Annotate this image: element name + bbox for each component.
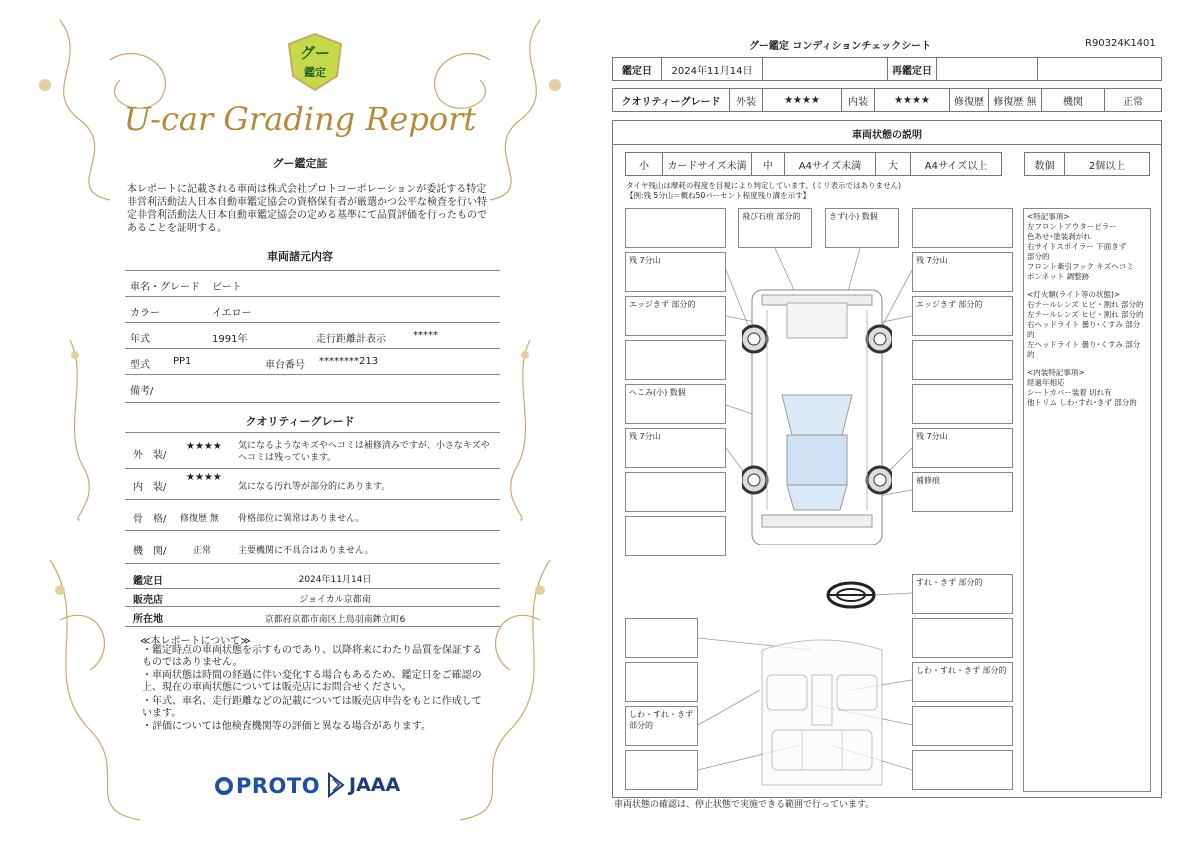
special-4: 部分的 (1027, 252, 1050, 261)
spec-heading: 車両諸元内容 (267, 250, 333, 263)
spec-name-label: 車名・グレード (130, 282, 200, 293)
spec-year-label: 年式 (130, 334, 150, 345)
note-1: ・鑑定時点の車両状態を示すものであり、以降将来にわたり品質を保証するものではありません。 (142, 645, 482, 668)
shop-value: ジョイカル京都南 (299, 595, 371, 605)
box-l-dent: へこみ(小) 数個 (625, 384, 726, 424)
proto-logo-text: PROTO (236, 774, 321, 798)
quality-int-label: 内 装/ (133, 482, 167, 493)
special-6: ボンネット 調整跡 (1027, 272, 1090, 281)
box-r-tire-front: 残 7分山 (912, 252, 1013, 292)
proto-mark-icon (215, 777, 233, 795)
interior-diagram (752, 635, 892, 790)
box-top-3: きず(小) 数個 (825, 208, 899, 248)
quality-ext-text: 気になるようなキズやヘコミは補修済みですが、小さなキズやヘコミは残っています。 (238, 441, 490, 463)
interior-2: シートカバー装着 切れ有 (1027, 388, 1112, 397)
spec-odo-value: ***** (413, 330, 438, 341)
report-title: U-car Grading Report (123, 100, 477, 138)
box-int-r1 (912, 618, 1013, 658)
note-3: ・年式、車名、走行距離などの記載については販売店申告をもとに作成しています。 (142, 696, 482, 719)
legend-count: 数個 (1024, 152, 1065, 176)
spec-odo-label: 走行距離計表示 (316, 334, 386, 345)
engine-value: 正常 (1104, 88, 1162, 112)
legend-count-value: 2個以上 (1064, 152, 1150, 176)
special-1: 左フロントアウターピラー (1027, 222, 1117, 231)
box-int-l1 (625, 618, 698, 658)
spec-note-label: 備考/ (130, 386, 154, 397)
int-value: ★★★★ (874, 88, 950, 112)
lights-title: <灯火類(ライト等の状態)> (1027, 290, 1121, 299)
sheet-title: グー鑑定 コンディションチェックシート (748, 41, 932, 52)
desc-heading: 車両状態の説明 (852, 130, 922, 141)
sheet-footer: 車両状態の確認は、停止状態で実施できる範囲で行っています。 (614, 800, 875, 810)
car-diagram (742, 275, 892, 545)
special-2: 色あせ･塗装剥がれ (1027, 232, 1091, 241)
legend-large: 大 (875, 152, 911, 176)
note-2: ・車両状態は時間の経過に伴い変化する場合もあるため、鑑定日をご確認の上、現在の車両状態については販売店にお問合せください。 (142, 670, 482, 693)
redate-cell-value (936, 57, 1038, 81)
lights-2: 左テールレンズ ヒビ・割れ 部分的 (1027, 310, 1144, 319)
box-l-tire-front: 残 7分山 (625, 252, 726, 292)
int-label: 内装 (841, 88, 875, 112)
redate-cell-label: 再鑑定日 (887, 57, 937, 81)
interior-3: 他トリム しわ･すれ･きず 部分的 (1027, 398, 1137, 407)
shop-label: 販売店 (133, 595, 163, 606)
tire-note-1: タイヤ残山は摩耗の程度を目視により判定しています。(ミリ表示ではありません) (626, 181, 902, 190)
box-tr (912, 208, 1013, 248)
engine-label: 機関 (1041, 88, 1105, 112)
box-int-l4 (625, 750, 698, 790)
box-steering: すれ・きず 部分的 (912, 574, 1013, 614)
date-label: 鑑定日 (133, 576, 163, 587)
box-top-2: 飛び石痕 部分的 (738, 208, 812, 248)
box-tl (625, 208, 726, 248)
box-int-l2 (625, 662, 698, 702)
jaaa-logo-text: JAAA (349, 774, 401, 796)
box-r-4 (912, 340, 1013, 380)
address-value: 京都府京都市南区上鳥羽南鉾立町6 (264, 615, 406, 625)
box-int-l3: しわ・すれ・きず 部分的 (625, 706, 698, 746)
certificate-subtitle: グー鑑定証 (272, 157, 328, 170)
note-4: ・評価については他検査機関等の評価と異なる場合があります。 (142, 721, 431, 732)
spec-color-label: カラー (130, 308, 160, 319)
legend-mid-value: A4サイズ未満 (784, 152, 876, 176)
quality-int-stars: ★★★★ (186, 472, 222, 483)
quality-heading: クオリティーグレード (245, 415, 355, 428)
spec-year-value: 1991年 (212, 334, 248, 345)
box-l-tire-rear: 残 7分山 (625, 428, 726, 468)
blank-cell (762, 57, 888, 81)
box-l-8 (625, 516, 726, 556)
quality-engine-value: 正常 (193, 546, 212, 556)
date-value: 2024年11月14日 (298, 575, 372, 585)
sheet-code: R90324K1401 (1085, 38, 1156, 49)
ext-label: 外装 (729, 88, 763, 112)
jaaa-logo (327, 771, 400, 799)
quality-frame-text: 骨格部位に異常はありません。 (238, 514, 365, 524)
box-r-tire-rear: 残 7分山 (912, 428, 1013, 468)
quality-engine-label: 機 関/ (133, 546, 167, 557)
date-cell-value: 2024年11月14日 (661, 57, 763, 81)
badge-bottom-text: 鑑定 (304, 66, 326, 79)
spec-model-value: PP1 (173, 356, 192, 367)
spec-color-value: イエロー (212, 308, 252, 319)
notes-title: ≪本レポートについて≫ (140, 636, 251, 647)
address-label: 所在地 (133, 614, 163, 625)
badge-top-text: グー (299, 44, 330, 62)
box-int-r4 (912, 750, 1013, 790)
quality-ext-stars: ★★★★ (186, 441, 222, 452)
box-int-r3 (912, 706, 1013, 746)
box-r-5 (912, 384, 1013, 424)
spec-chassis-label: 車台番号 (265, 360, 305, 371)
box-l-edge: エッジきず 部分的 (625, 296, 726, 336)
box-int-seat: しわ・すれ・きず 部分的 (912, 662, 1013, 702)
goo-kantei-badge (287, 32, 343, 92)
legend-small-value: カードサイズ未満 (662, 152, 752, 176)
proto-logo (215, 772, 320, 800)
quality-ext-label: 外 装/ (133, 450, 167, 461)
repair-value: 修復歴 無 (988, 88, 1042, 112)
certificate-intro: 本レポートに記載される車両は株式会社プロトコーポレーションが委託する特定非営利活動法人日本自動車鑑定協会の資格保有者が厳選かつ公平な検査を行い特定非営利活動法人日本自動車鑑定協会の定める基準にて品質評価を行ったものであることを証明する。 (127, 184, 487, 234)
steering-wheel-icon (826, 580, 876, 610)
interior-1: 経過年相応 (1027, 378, 1065, 387)
quality-engine-text: 主要機関に不具合はありません。 (238, 546, 374, 556)
lights-1: 右テールレンズ ヒビ・割れ 部分的 (1027, 300, 1144, 309)
special-5: フロント牽引フック キズヘコミ (1027, 262, 1134, 271)
blank-cell-2 (1037, 57, 1162, 81)
repair-label: 修復歴 (949, 88, 989, 112)
ext-value: ★★★★ (762, 88, 842, 112)
spec-model-label: 型式 (130, 360, 150, 371)
jaaa-mark-icon (327, 772, 345, 798)
lights-4: 左ヘッドライト 曇り･くすみ 部分的 (1027, 340, 1141, 359)
quality-int-text: 気になる汚れ等が部分的にあります。 (238, 482, 391, 492)
spec-chassis-value: ********213 (319, 356, 379, 367)
remarks-panel (1023, 208, 1151, 792)
tire-note-2: 【例:残 5分山＝概ね50パーセント程度残り溝を示す】 (626, 191, 811, 200)
lights-3: 右ヘッドライト 曇り･くすみ 部分的 (1027, 320, 1141, 339)
legend-small: 小 (625, 152, 663, 176)
spec-name-value: ビート (212, 282, 242, 293)
box-l-4 (625, 340, 726, 380)
qg-label: クオリティーグレード (612, 88, 730, 112)
box-r-repair: 補修痕 (912, 472, 1013, 512)
quality-frame-label: 骨 格/ (133, 514, 167, 525)
quality-frame-value: 修復歴 無 (180, 514, 219, 524)
legend-mid: 中 (751, 152, 785, 176)
legend-large-value: A4サイズ以上 (910, 152, 1002, 176)
special-title: <特記事項> (1027, 212, 1070, 221)
box-l-7 (625, 472, 726, 512)
box-r-edge: エッジきず 部分的 (912, 296, 1013, 336)
special-3: 右サイドスポイラー 下面きず (1027, 242, 1127, 251)
interior-title: <内装特記事項> (1027, 368, 1085, 377)
date-cell-label: 鑑定日 (612, 57, 662, 81)
